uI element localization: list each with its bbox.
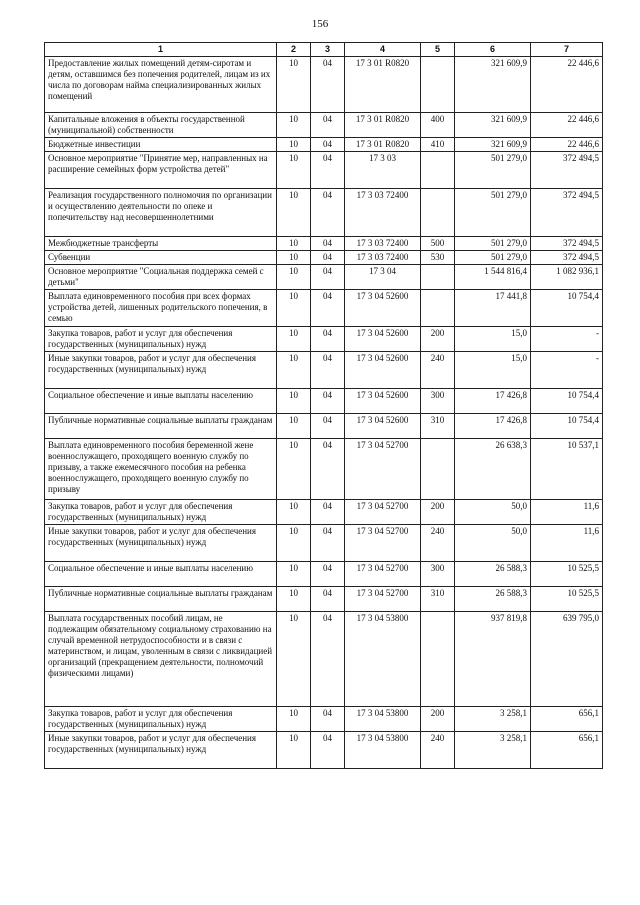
subsection-code-cell: 04 [311, 327, 345, 352]
expense-type-cell: 400 [421, 113, 455, 138]
expense-type-cell: 200 [421, 707, 455, 732]
table-row [45, 525, 603, 562]
table-row [45, 352, 603, 389]
column-header: 7 [531, 43, 603, 57]
target-article-cell: 17 3 04 52700 [345, 525, 421, 562]
section-code-cell: 10 [277, 707, 311, 732]
subsection-code-cell: 04 [311, 707, 345, 732]
subsection-code-cell: 04 [311, 500, 345, 525]
amount-plan-cell: 50,0 [455, 525, 531, 562]
expense-type-cell [421, 439, 455, 500]
table-row [45, 732, 603, 769]
row-name-cell: Иные закупки товаров, работ и услуг для обеспечения государственных (муниципальных) нужд [45, 525, 277, 562]
row-name-cell: Реализация государственного полномочия по организации и осуществлению деятельности по опеке и попечительству над несовершеннолетними [45, 189, 277, 237]
section-code-cell: 10 [277, 290, 311, 327]
row-name-cell: Публичные нормативные социальные выплаты гражданам [45, 587, 277, 612]
row-name-cell: Выплата государственных пособий лицам, не подлежащим обязательному социальному страхованию на случай временной нетрудоспособности и в связи с материнством, и лицам, уволенным в связи с ликвидацией организаций (прекращением деятельности, полномочий физическими лицами) [45, 612, 277, 707]
section-code-cell: 10 [277, 189, 311, 237]
amount-actual-cell: 372 494,5 [531, 152, 603, 189]
section-code-cell: 10 [277, 414, 311, 439]
section-code-cell: 10 [277, 327, 311, 352]
section-code-cell: 10 [277, 352, 311, 389]
amount-plan-cell: 321 609,9 [455, 138, 531, 152]
target-article-cell: 17 3 04 52600 [345, 414, 421, 439]
subsection-code-cell: 04 [311, 439, 345, 500]
table-header [45, 43, 603, 57]
amount-plan-cell: 501 279,0 [455, 237, 531, 251]
amount-actual-cell: 11,6 [531, 500, 603, 525]
amount-plan-cell: 15,0 [455, 352, 531, 389]
amount-plan-cell: 501 279,0 [455, 189, 531, 237]
table-row [45, 612, 603, 707]
table-row [45, 562, 603, 587]
amount-actual-cell: 10 754,4 [531, 414, 603, 439]
table-row [45, 57, 603, 113]
row-name-cell: Основное мероприятие "Принятие мер, направленных на расширение семейных форм устройства детей" [45, 152, 277, 189]
amount-actual-cell: 372 494,5 [531, 189, 603, 237]
expense-type-cell: 310 [421, 414, 455, 439]
row-name-cell: Социальное обеспечение и иные выплаты населению [45, 562, 277, 587]
expense-type-cell: 200 [421, 500, 455, 525]
subsection-code-cell: 04 [311, 251, 345, 265]
target-article-cell: 17 3 04 52600 [345, 290, 421, 327]
subsection-code-cell: 04 [311, 138, 345, 152]
amount-actual-cell: 22 446,6 [531, 57, 603, 113]
amount-actual-cell: 10 537,1 [531, 439, 603, 500]
expense-type-cell: 240 [421, 732, 455, 769]
amount-plan-cell: 937 819,8 [455, 612, 531, 707]
table-row [45, 439, 603, 500]
subsection-code-cell: 04 [311, 113, 345, 138]
subsection-code-cell: 04 [311, 414, 345, 439]
table-row [45, 189, 603, 237]
target-article-cell: 17 3 04 [345, 265, 421, 290]
amount-plan-cell: 50,0 [455, 500, 531, 525]
expense-type-cell: 310 [421, 587, 455, 612]
table-row [45, 500, 603, 525]
amount-actual-cell: 372 494,5 [531, 251, 603, 265]
section-code-cell: 10 [277, 251, 311, 265]
section-code-cell: 10 [277, 265, 311, 290]
amount-actual-cell: 372 494,5 [531, 237, 603, 251]
row-name-cell: Основное мероприятие "Социальная поддержка семей с детьми" [45, 265, 277, 290]
row-name-cell: Бюджетные инвестиции [45, 138, 277, 152]
subsection-code-cell: 04 [311, 587, 345, 612]
section-code-cell: 10 [277, 152, 311, 189]
amount-plan-cell: 26 588,3 [455, 562, 531, 587]
table-row [45, 138, 603, 152]
expense-type-cell: 410 [421, 138, 455, 152]
subsection-code-cell: 04 [311, 612, 345, 707]
target-article-cell: 17 3 01 R0820 [345, 138, 421, 152]
expense-type-cell: 240 [421, 525, 455, 562]
table-row [45, 290, 603, 327]
row-name-cell: Субвенции [45, 251, 277, 265]
section-code-cell: 10 [277, 587, 311, 612]
subsection-code-cell: 04 [311, 265, 345, 290]
amount-actual-cell: - [531, 327, 603, 352]
amount-plan-cell: 15,0 [455, 327, 531, 352]
subsection-code-cell: 04 [311, 290, 345, 327]
amount-actual-cell: 22 446,6 [531, 113, 603, 138]
expense-type-cell [421, 265, 455, 290]
target-article-cell: 17 3 04 52700 [345, 500, 421, 525]
section-code-cell: 10 [277, 57, 311, 113]
target-article-cell: 17 3 01 R0820 [345, 113, 421, 138]
header-row [45, 43, 603, 57]
target-article-cell: 17 3 04 52600 [345, 327, 421, 352]
subsection-code-cell: 04 [311, 562, 345, 587]
column-header: 3 [311, 43, 345, 57]
subsection-code-cell: 04 [311, 732, 345, 769]
amount-plan-cell: 501 279,0 [455, 251, 531, 265]
row-name-cell: Капитальные вложения в объекты государственной (муниципальной) собственности [45, 113, 277, 138]
row-name-cell: Закупка товаров, работ и услуг для обеспечения государственных (муниципальных) нужд [45, 327, 277, 352]
expense-type-cell: 300 [421, 389, 455, 414]
subsection-code-cell: 04 [311, 237, 345, 251]
amount-actual-cell: 22 446,6 [531, 138, 603, 152]
section-code-cell: 10 [277, 389, 311, 414]
table-row [45, 414, 603, 439]
amount-plan-cell: 17 441,8 [455, 290, 531, 327]
amount-actual-cell: 639 795,0 [531, 612, 603, 707]
amount-plan-cell: 1 544 816,4 [455, 265, 531, 290]
target-article-cell: 17 3 03 72400 [345, 251, 421, 265]
column-header: 2 [277, 43, 311, 57]
amount-actual-cell: 10 525,5 [531, 587, 603, 612]
table-row [45, 327, 603, 352]
amount-plan-cell: 3 258,1 [455, 707, 531, 732]
target-article-cell: 17 3 04 52700 [345, 562, 421, 587]
section-code-cell: 10 [277, 500, 311, 525]
amount-actual-cell: 11,6 [531, 525, 603, 562]
row-name-cell: Публичные нормативные социальные выплаты гражданам [45, 414, 277, 439]
target-article-cell: 17 3 04 52700 [345, 439, 421, 500]
table-row [45, 587, 603, 612]
section-code-cell: 10 [277, 237, 311, 251]
budget-table [44, 42, 603, 769]
row-name-cell: Иные закупки товаров, работ и услуг для обеспечения государственных (муниципальных) нужд [45, 732, 277, 769]
section-code-cell: 10 [277, 525, 311, 562]
table-body [45, 57, 603, 769]
amount-actual-cell: 10 754,4 [531, 389, 603, 414]
section-code-cell: 10 [277, 439, 311, 500]
expense-type-cell [421, 152, 455, 189]
amount-actual-cell: 656,1 [531, 732, 603, 769]
section-code-cell: 10 [277, 113, 311, 138]
expense-type-cell [421, 290, 455, 327]
amount-plan-cell: 26 588,3 [455, 587, 531, 612]
amount-plan-cell: 17 426,8 [455, 414, 531, 439]
amount-actual-cell: 10 754,4 [531, 290, 603, 327]
amount-actual-cell: 656,1 [531, 707, 603, 732]
table-row [45, 707, 603, 732]
section-code-cell: 10 [277, 732, 311, 769]
amount-plan-cell: 17 426,8 [455, 389, 531, 414]
target-article-cell: 17 3 03 72400 [345, 237, 421, 251]
table-row [45, 113, 603, 138]
section-code-cell: 10 [277, 562, 311, 587]
expense-type-cell: 240 [421, 352, 455, 389]
table-row [45, 389, 603, 414]
row-name-cell: Выплата единовременного пособия при всех формах устройства детей, лишенных родительского попечения, в семью [45, 290, 277, 327]
amount-actual-cell: 1 082 936,1 [531, 265, 603, 290]
target-article-cell: 17 3 04 52600 [345, 389, 421, 414]
target-article-cell: 17 3 03 [345, 152, 421, 189]
subsection-code-cell: 04 [311, 152, 345, 189]
amount-actual-cell: - [531, 352, 603, 389]
amount-plan-cell: 26 638,3 [455, 439, 531, 500]
target-article-cell: 17 3 03 72400 [345, 189, 421, 237]
target-article-cell: 17 3 04 53800 [345, 732, 421, 769]
subsection-code-cell: 04 [311, 352, 345, 389]
column-header: 4 [345, 43, 421, 57]
amount-actual-cell: 10 525,5 [531, 562, 603, 587]
target-article-cell: 17 3 04 53800 [345, 707, 421, 732]
row-name-cell: Закупка товаров, работ и услуг для обеспечения государственных (муниципальных) нужд [45, 707, 277, 732]
subsection-code-cell: 04 [311, 525, 345, 562]
table-row [45, 251, 603, 265]
row-name-cell: Иные закупки товаров, работ и услуг для обеспечения государственных (муниципальных) нужд [45, 352, 277, 389]
row-name-cell: Выплата единовременного пособия беременной жене военнослужащего, проходящего военную службу по призыву, а также ежемесячного пособия на ребенка военнослужащего, проходящего военную службу по призыву [45, 439, 277, 500]
amount-plan-cell: 321 609,9 [455, 57, 531, 113]
expense-type-cell [421, 57, 455, 113]
table-row [45, 265, 603, 290]
subsection-code-cell: 04 [311, 189, 345, 237]
expense-type-cell [421, 612, 455, 707]
expense-type-cell [421, 189, 455, 237]
amount-plan-cell: 321 609,9 [455, 113, 531, 138]
target-article-cell: 17 3 01 R0820 [345, 57, 421, 113]
row-name-cell: Предоставление жилых помещений детям-сиротам и детям, оставшимся без попечения родителей, лицам из их числа по договорам найма специализированных жилых помещений [45, 57, 277, 113]
amount-plan-cell: 3 258,1 [455, 732, 531, 769]
amount-plan-cell: 501 279,0 [455, 152, 531, 189]
target-article-cell: 17 3 04 53800 [345, 612, 421, 707]
expense-type-cell: 500 [421, 237, 455, 251]
expense-type-cell: 300 [421, 562, 455, 587]
target-article-cell: 17 3 04 52600 [345, 352, 421, 389]
row-name-cell: Межбюджетные трансферты [45, 237, 277, 251]
column-header: 6 [455, 43, 531, 57]
section-code-cell: 10 [277, 138, 311, 152]
column-header: 5 [421, 43, 455, 57]
expense-type-cell: 530 [421, 251, 455, 265]
subsection-code-cell: 04 [311, 389, 345, 414]
page-number: 156 [311, 18, 329, 30]
row-name-cell: Социальное обеспечение и иные выплаты населению [45, 389, 277, 414]
row-name-cell: Закупка товаров, работ и услуг для обеспечения государственных (муниципальных) нужд [45, 500, 277, 525]
section-code-cell: 10 [277, 612, 311, 707]
column-header: 1 [45, 43, 277, 57]
table-row [45, 237, 603, 251]
subsection-code-cell: 04 [311, 57, 345, 113]
expense-type-cell: 200 [421, 327, 455, 352]
target-article-cell: 17 3 04 52700 [345, 587, 421, 612]
table-row [45, 152, 603, 189]
